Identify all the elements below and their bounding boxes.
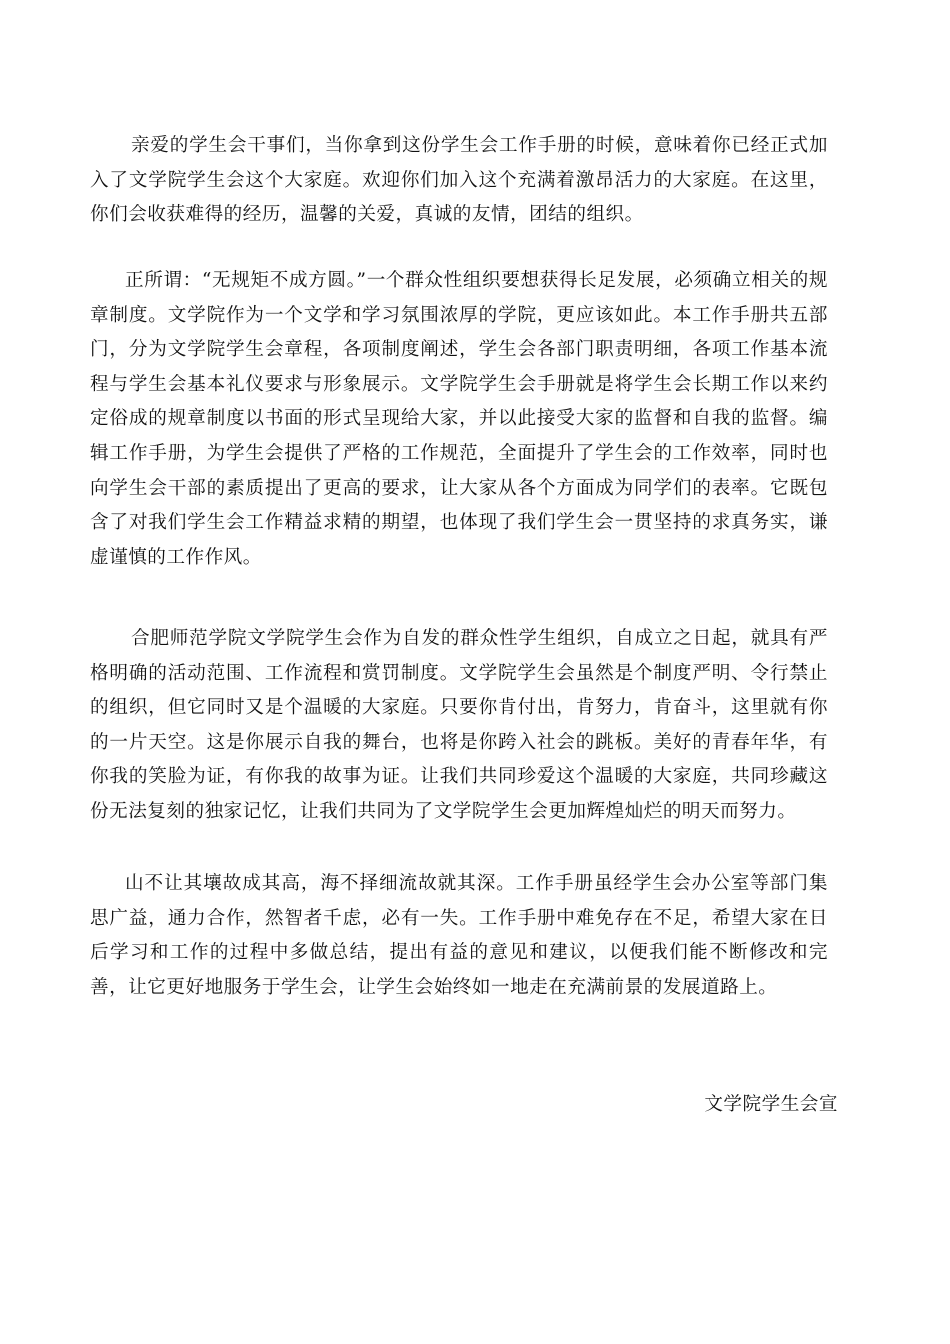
paragraph-closing: 山不让其壤故成其高，海不择细流故就其深。工作手册虽经学生会办公室等部门集思广益，通力合作，然智者千虑，必有一失。工作手册中难免存在不足，希望大家在日后学习和工作的过程中多做总结，提出有益的意见和建议，以便我们能不断修改和完善，让它更好地服务于学生会，让学生会始终如一地走在充满前景的发展道路上。 bbox=[90, 873, 828, 998]
paragraph-welcome: 亲爱的学生会干事们，当你拿到这份学生会工作手册的时候，意味着你已经正式加入了文学院学生会这个大家庭。欢迎你们加入这个充满着激昂活力的大家庭。在这里，你们会收获难得的经历，温馨的关爱，真诚的友情，团结的组织。 bbox=[90, 135, 828, 226]
paragraph-organization: 合肥师范学院文学院学生会作为自发的群众性学生组织，自成立之日起，就具有严格明确的活动范围、工作流程和赏罚制度。文学院学生会虽然是个制度严明、令行禁止的组织，但它同时又是个温暖的大家庭。只要你肯付出，肯努力，肯奋斗，这里就有你的一片天空。这是你展示自我的舞台，也将是你跨入社会的跳板。美好的青春年华，有你我的笑脸为证，有你我的故事为证。让我们共同珍爱这个温暖的大家庭，共同珍藏这份无法复刻的独家记忆，让我们共同为了文学院学生会更加辉煌灿烂的明天而努力。 bbox=[90, 628, 828, 822]
paragraph-rules: 正所谓：“无规矩不成方圆。”一个群众性组织要想获得长足发展，必须确立相关的规章制度。文学院作为一个文学和学习氛围浓厚的学院，更应该如此。本工作手册共五部门，分为文学院学生会章程，各项制度阐述，学生会各部门职责明细，各项工作基本流程与学生会基本礼仪要求与形象展示。文学院学生会手册就是将学生会长期工作以来约定俗成的规章制度以书面的形式呈现给大家，并以此接受大家的监督和自我的监督。编辑工作手册，为学生会提供了严格的工作规范，全面提升了学生会的工作效率，同时也向学生会干部的素质提出了更高的要求，让大家从各个方面成为同学们的表率。它既包含了对我们学生会工作精益求精的期望，也体现了我们学生会一贯坚持的求真务实，谦虚谨慎的工作作风。 bbox=[90, 270, 828, 568]
signature: 文学院学生会宣 bbox=[704, 1094, 838, 1115]
